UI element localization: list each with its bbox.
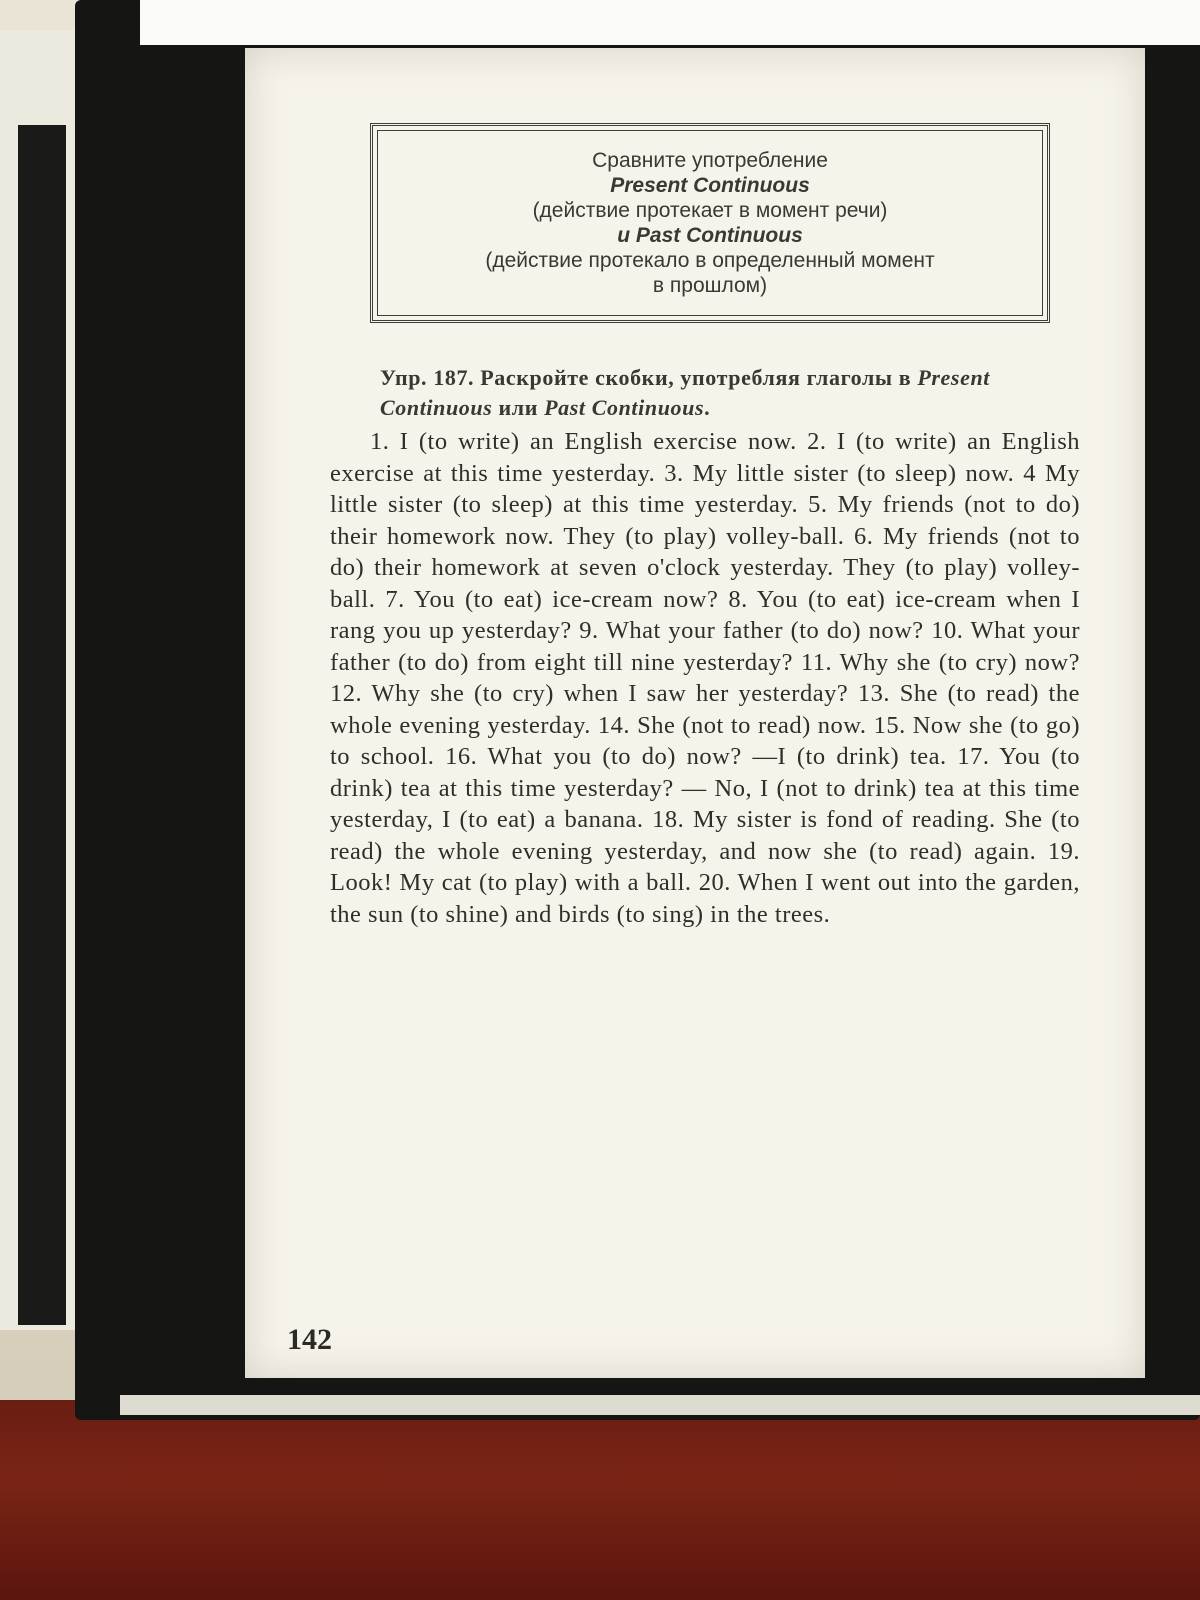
rule-line-past-meaning-end: в прошлом) — [652, 274, 768, 297]
page-number: 142 — [287, 1323, 332, 1356]
grammar-rule-box-inner — [377, 130, 1043, 316]
paper-top-edge — [140, 0, 1200, 45]
exercise-heading-text: Упр. 187. Раскройте скобки, употребляя глаголы в — [380, 365, 918, 390]
underlying-sheet-dark-margin — [18, 125, 66, 1325]
exercise-heading — [380, 363, 1080, 423]
exercise-heading-or: или — [492, 395, 545, 420]
rule-line-past-meaning: (действие протекало в определенный момент — [485, 249, 935, 272]
exercise-body-text: 1. I (to write) an English exercise now. 2. I (to write) an English exercise at this time yesterday. 3. My little sister (to sleep) now. 4 My little sister (to sleep) at this time yesterday. 5. My friends (not to do) their homework now. They (to play) volley-ball. 6. My friends (not to do) their homework at seven o'clock yesterday. They (to play) volley-ball. 7. You (to eat) ice-cream now? 8. You (to eat) ice-cream when I rang you up yesterday? 9. What your father (to do) now? 10. What your father (to do) from eight till nine yesterday? 11. Why she (to cry) now? 12. Why she (to cry) when I saw her yesterday? 13. She (to read) the whole evening yesterday. 14. She (not to read) now. 15. Now she (to go) to school. 16. What you (to do) now? —I (to drink) tea. 17. You (to drink) tea at this time yesterday? — No, I (not to drink) tea at this time yesterday, I (to eat) a banana. 18. My sister is fond of reading. She (to read) the whole evening yesterday, and now she (to read) again. 19. Look! My cat (to play) with a ball. 20. When I went out into the garden, the sun (to shine) and birds (to sing) in the trees. — [330, 428, 1080, 928]
exercise-heading-tense-past: Past Continuous — [544, 395, 705, 420]
rule-line-past-continuous: и Past Continuous — [617, 224, 803, 247]
textbook-page — [245, 48, 1145, 1378]
paper-bottom-edge — [120, 1395, 1200, 1415]
exercise-heading-tense-present: Present Continuous — [380, 365, 990, 420]
rule-line-compare: Сравните употребление — [592, 149, 828, 172]
grammar-rule-box — [370, 123, 1050, 323]
rule-line-present-meaning: (действие протекает в момент речи) — [532, 199, 888, 222]
rule-line-present-continuous: Present Continuous — [610, 174, 810, 197]
exercise-heading-period: . — [704, 395, 711, 420]
table-surface — [0, 1400, 1200, 1600]
